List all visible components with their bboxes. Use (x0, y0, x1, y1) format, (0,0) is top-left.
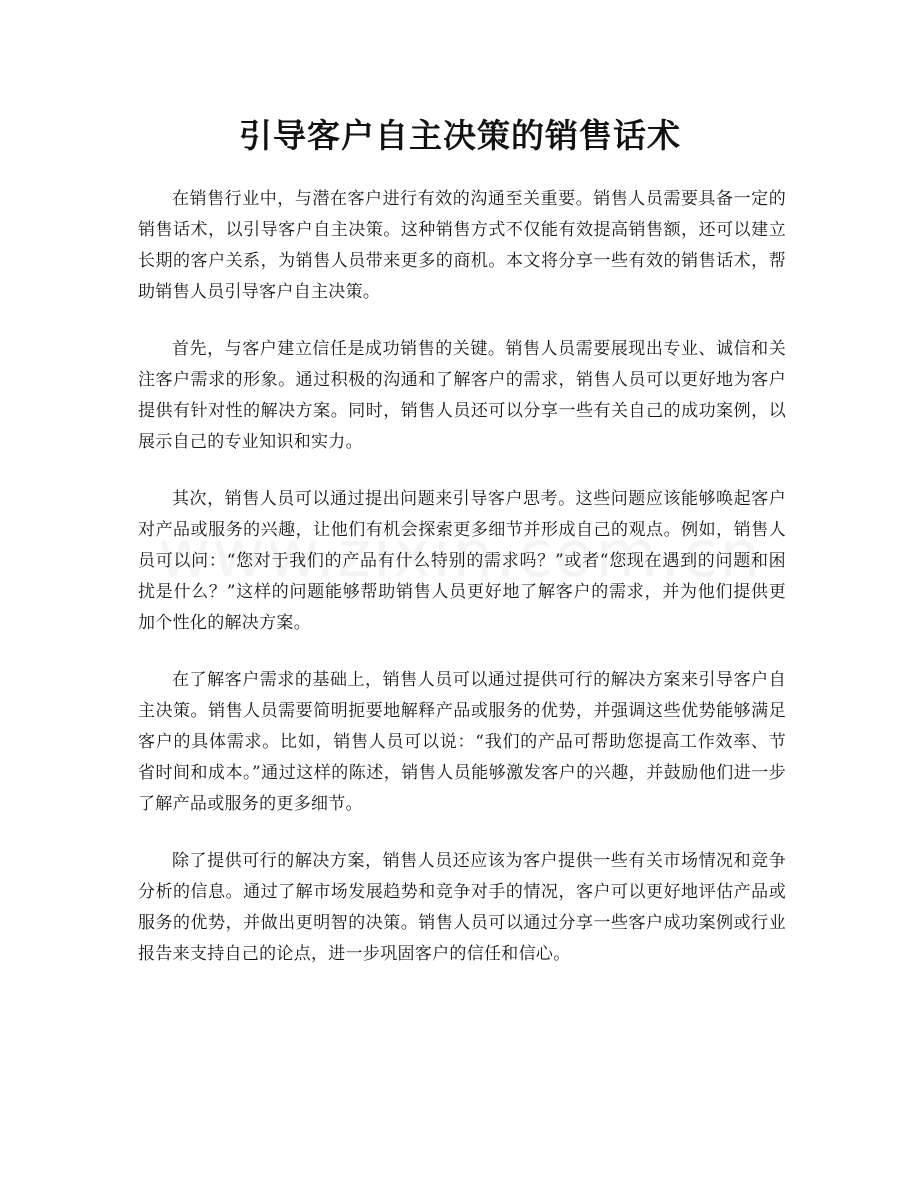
paragraph-5: 除了提供可行的解决方案，销售人员还应该为客户提供一些有关市场情况和竞争分析的信息。通过了解市场发展趋势和竞争对手的情况，客户可以更好地评估产品或服务的优势，并做出更明智的决策。销售人员可以通过分享一些客户成功案例或行业报告来支持自己的论点，进一步巩固客户的信任和信心。 (138, 851, 786, 964)
paragraph-1: 在销售行业中，与潜在客户进行有效的沟通至关重要。销售人员需要具备一定的销售话术，以引导客户自主决策。这种销售方式不仅能有效提高销售额，还可以建立长期的客户关系，为销售人员带来更多的商机。本文将分享一些有效的销售话术，帮助销售人员引导客户自主决策。 (138, 189, 786, 302)
paragraph-3: 其次，销售人员可以通过提出问题来引导客户思考。这些问题应该能够唤起客户对产品或服务的兴趣，让他们有机会探索更多细节并形成自己的观点。例如，销售人员可以问：“您对于我们的产品有什么特别的需求吗？”或者“您现在遇到的问题和困扰是什么？”这样的问题能够帮助销售人员更好地了解客户的需求，并为他们提供更加个性化的解决方案。 (138, 489, 786, 633)
page-title: 引导客户自主决策的销售话术 (239, 116, 681, 155)
paragraph-4: 在了解客户需求的基础上，销售人员可以通过提供可行的解决方案来引导客户自主决策。销售人员需要简明扼要地解释产品或服务的优势，并强调这些优势能够满足客户的具体需求。比如，销售人员可以说：“我们的产品可帮助您提高工作效率、节省时间和成本。”通过这样的陈述，销售人员能够激发客户的兴趣，并鼓励他们进一步了解产品或服务的更多细节。 (138, 670, 786, 814)
document-body (138, 184, 786, 996)
paragraph-2: 首先，与客户建立信任是成功销售的关键。销售人员需要展现出专业、诚信和关注客户需求的形象。通过积极的沟通和了解客户的需求，销售人员可以更好地为客户提供有针对性的解决方案。同时，销售人员还可以分享一些有关自己的成功案例，以展示自己的专业知识和实力。 (138, 339, 786, 452)
